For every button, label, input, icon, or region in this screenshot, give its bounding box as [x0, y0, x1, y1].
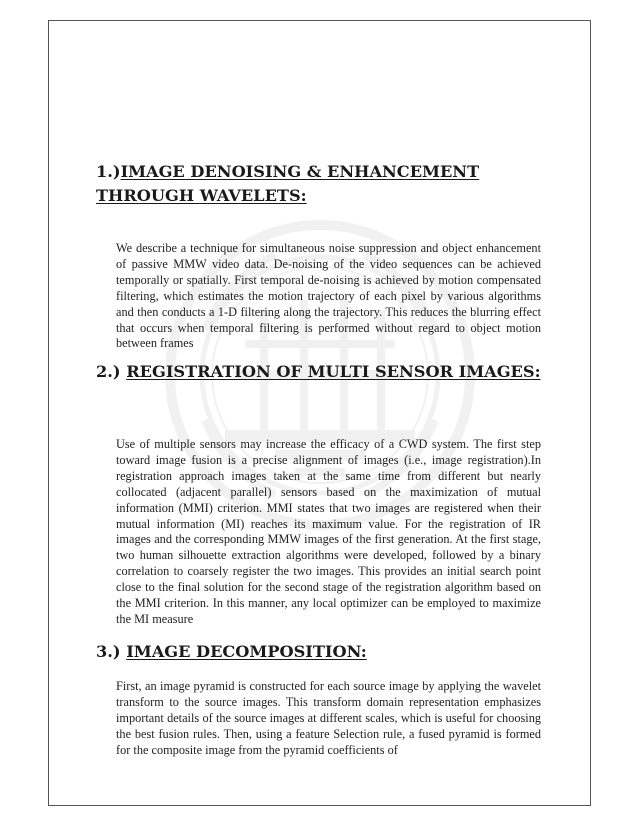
section-heading-registration: [96, 360, 546, 384]
section-title: REGISTRATION OF MULTI SENSOR IMAGES:: [126, 362, 541, 381]
section-body-registration: Use of multiple sensors may increase the efficacy of a CWD system. The first step toward image fusion is a precise alignment of images (i.e., image registration).In registration approach images taken at the same time from different but nearly collocated (adjacent parallel) sensors based on the maximization of mutual information (MMI) criterion. MMI states that two images are registered when their mutual information (MI) reaches its maximum value. For the registration of IR images and the corresponding MMW images of the first generation. At the first stage, two human silhouette extraction algorithms were developed, followed by a binary correlation to coarsely register the two images. This provides an initial search point close to the final solution for the second stage of the registration algorithm based on the MMI criterion. In this manner, any local optimizer can be employed to maximize the MI measure: [116, 437, 541, 626]
section-body-decomposition: First, an image pyramid is constructed for each source image by applying the wavelet transform to the source images. This transform domain representation emphasizes important details of the source images at different scales, which is useful for choosing the best fusion rules. Then, using a feature Selection rule, a fused pyramid is formed for the composite image from the pyramid coefficients of: [116, 679, 541, 757]
section-number: 1.): [96, 162, 121, 181]
section-title: IMAGE DECOMPOSITION:: [126, 642, 367, 661]
section-heading-decomposition: [96, 640, 546, 664]
section-number: 3.): [96, 642, 121, 661]
section-title: IMAGE DENOISING & ENHANCEMENT THROUGH WAVELETS:: [96, 162, 480, 205]
section-number: 2.): [96, 362, 121, 381]
section-heading-denoising: [96, 160, 546, 208]
section-body-denoising: We describe a technique for simultaneous noise suppression and object enhancement of passive MMW video data. De-noising of the video sequences can be achieved temporally or spatially. First temporal de-noising is achieved by motion compensated filtering, which estimates the motion trajectory of each pixel by various algorithms and then conducts a 1-D filtering along the trajectory. This reduces the blurring effect that occurs when temporal filtering is performed without regard to object motion between frames: [116, 241, 541, 351]
